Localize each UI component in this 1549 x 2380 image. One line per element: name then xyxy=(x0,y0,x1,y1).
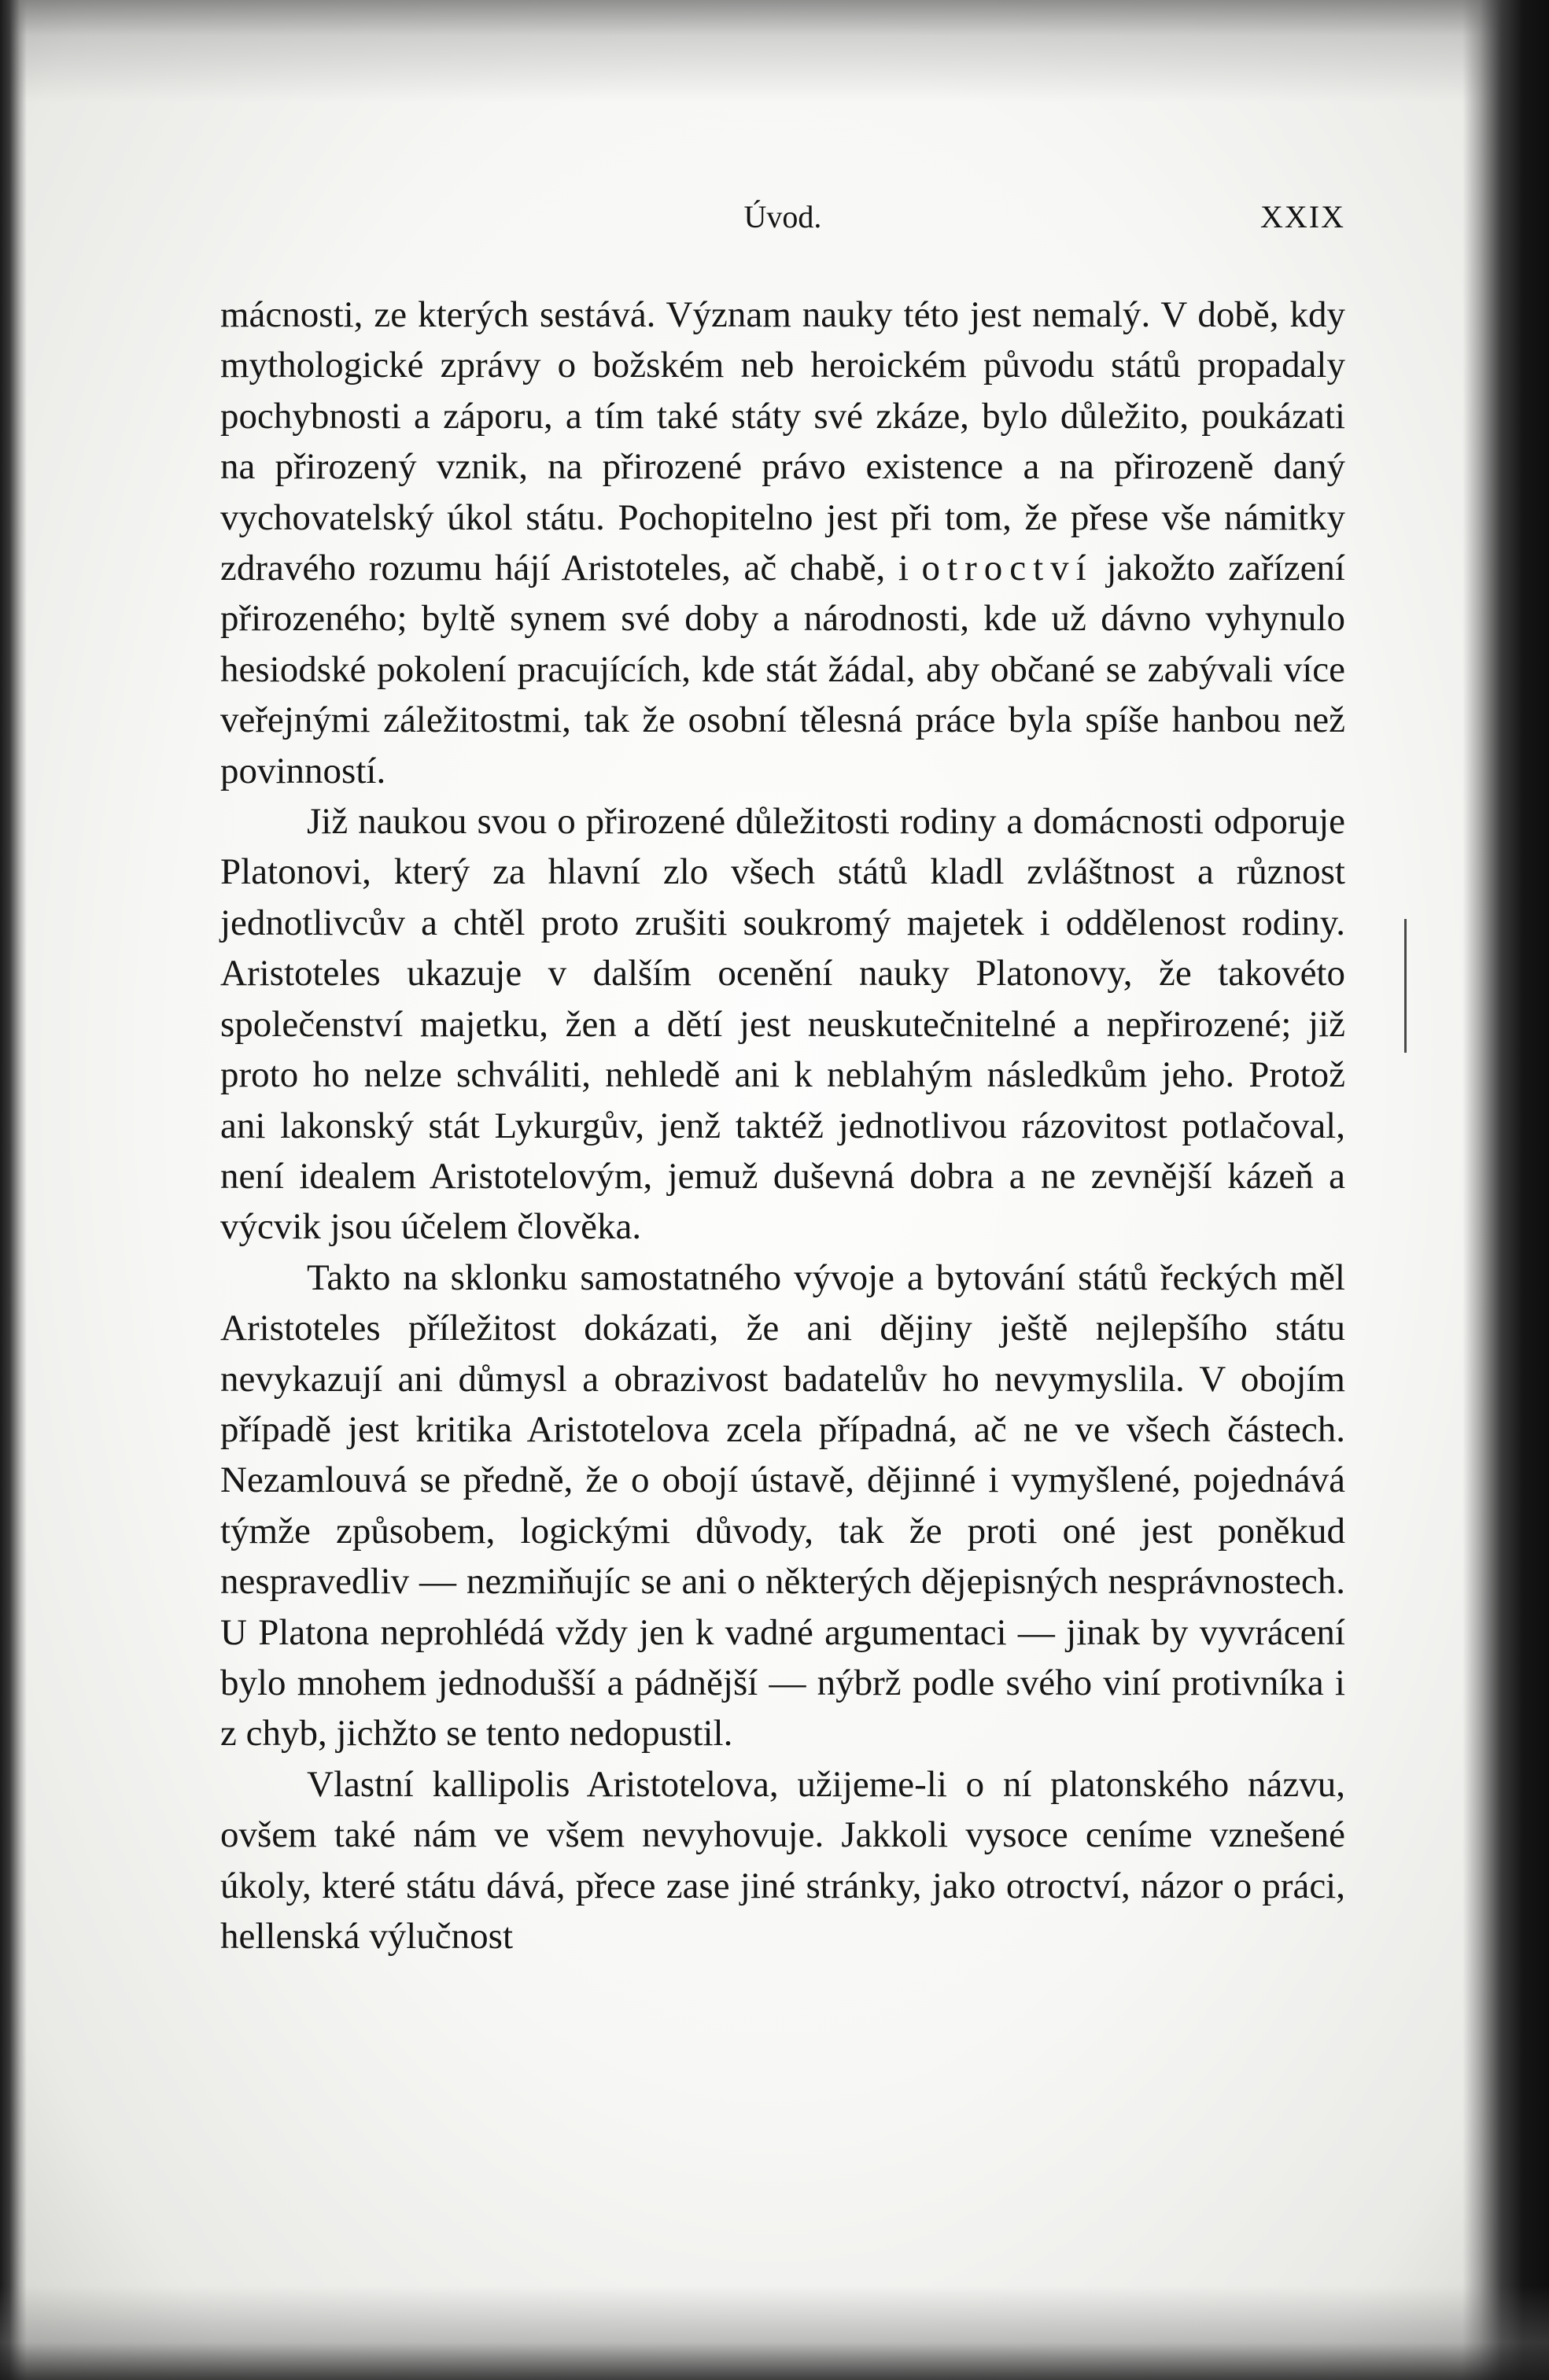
header-title: Úvod. xyxy=(743,199,822,234)
paragraph-1-part-1: mácnosti, ze kterých sestává. Význam nauky této jest nemalý. V době, kdy mythologické zprávy o božském neb heroickém původu států propadaly pochybnosti a záporu, a tím také státy své zkáze, bylo důležito, poukázati na přirozený vznik, na přirozené právo existence a na přirozeně daný vychovatelský úkol státu. Pochopitelno jest při tom, že přese vše námitky zdravého rozumu hájí Aristoteles, ač chabě, i xyxy=(220,294,1345,589)
running-header xyxy=(220,198,1345,242)
paragraph-3: Takto na sklonku samostatného vývoje a bytování států řeckých měl Aristoteles příležitost dokázati, že ani dějiny ještě nejlepšího státu nevykazují ani důmysl a obrazivost badatelův ho nevymyslila. V obojím případě jest kritika Aristotelova zcela případná, ač ne ve všech částech. Nezamlouvá se předně, že o obojí ústavě, dějinné i vymyšlené, pojednává týmže způsobem, logickými důvody, tak že proti oné jest poněkud nespravedliv — nezmiňujíc se ani o některých dějepisných nesprávnostech. U Platona neprohlédá vždy jen k vadné argumentaci — jinak by vyvrácení bylo mnohem jednodušší a pádnější — nýbrž podle svého viní protivníka i z chyb, jichžto se tento nedopustil. xyxy=(220,1256,1345,1755)
paragraph-4: Vlastní kallipolis Aristotelova, užijeme-li o ní platonského názvu, ovšem také nám ve všem nevyhovuje. Jakkoli vysoce ceníme vznešené úkoly, které státu dává, přece zase jiné stránky, jako otroctví, názor o práci, hellenská výlučnost xyxy=(220,1763,1345,1957)
scan-shadow-bottom xyxy=(0,2286,1549,2380)
margin-mark xyxy=(1404,919,1407,1053)
scan-shadow-right xyxy=(1462,0,1549,2380)
scan-shadow-left xyxy=(0,0,27,2380)
paragraph-1 xyxy=(220,290,1345,796)
page-number: XXIX xyxy=(1260,199,1345,234)
body-text xyxy=(220,290,1345,1961)
paragraph-1-part-2: jakožto zařízení přirozeného; byltě synem své doby a národnosti, kde už dávno vyhynulo hesiodské pokolení pracujících, kde stát žádal, aby občané se zabývali více veřejnými záležitostmi, tak že osobní tělesná práce byla spíše hanbou než povinností. xyxy=(220,548,1345,791)
paragraph-2: Již naukou svou o přirozené důležitosti rodiny a domácnosti odporuje Platonovi, který za hlavní zlo všech států kladl zvláštnost a různost jednotlivcův a chtěl proto zrušiti soukromý majetek i oddělenost rodiny. Aristoteles ukazuje v dalším ocenění nauky Platonovy, že takovéto společenství majetku, žen a dětí jest neuskutečnitelné a nepřirozené; již proto ho nelze schváliti, nehledě ani k neblahým následkům jeho. Protož ani lakonský stát Lykurgův, jenž taktéž jednotlivou rázovitost potlačoval, není idealem Aristotelovým, jemuž duševná dobra a ne zevnější kázeň a výcvik jsou účelem člověka. xyxy=(220,801,1345,1248)
scan-shadow-top xyxy=(0,0,1549,102)
emphasized-word: otroctví xyxy=(921,548,1094,589)
